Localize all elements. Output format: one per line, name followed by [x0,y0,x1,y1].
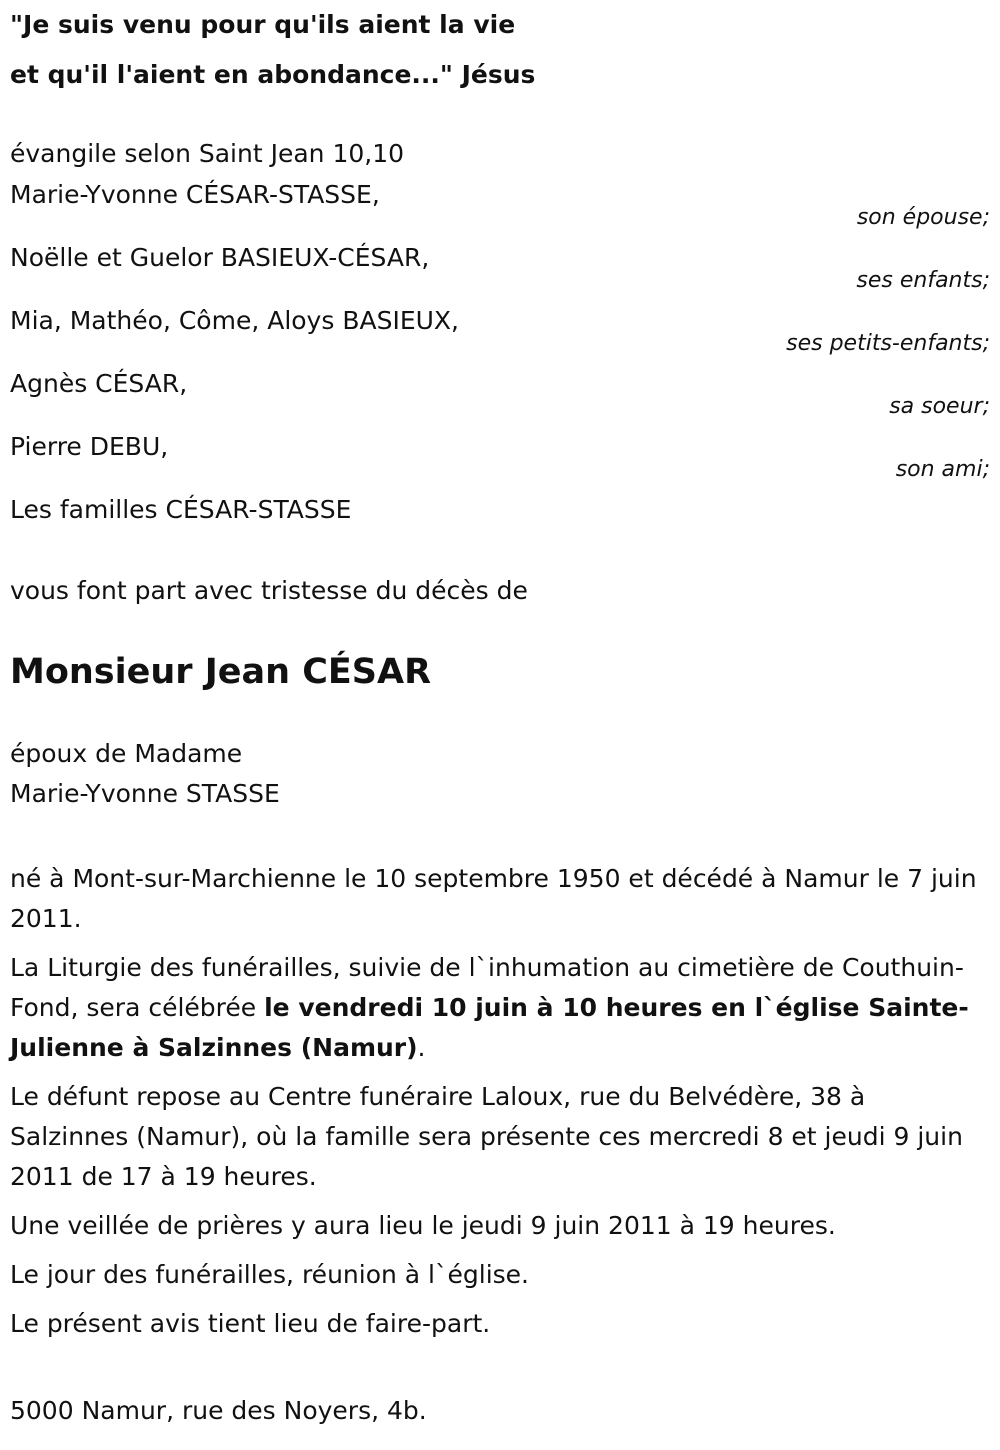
repose-paragraph: Le défunt repose au Centre funéraire Laloux, rue du Belvédère, 38 à Salzinnes (Namur), où la famille sera présente ces mercredi 8 et jeudi 9 juin 2011 de 17 à 19 heures. [10,1082,963,1191]
family-member-role: ses enfants; [856,268,990,293]
obituary-page [10,0,990,1450]
families-line: Les familles CÉSAR-STASSE [10,495,352,524]
spouse-line-2: Marie-Yvonne STASSE [10,779,280,808]
notice-paragraph: Le présent avis tient lieu de faire-part. [10,1309,491,1338]
birth-death-paragraph: né à Mont-sur-Marchienne le 10 septembre 1950 et décédé à Namur le 7 juin 2011. [10,864,977,933]
family-row [10,177,990,240]
liturgy-end: . [417,1033,426,1062]
quote-line-2: et qu'il l'aient en abondance..." Jésus [10,60,536,89]
family-member-name: Agnès CÉSAR, [10,369,188,398]
reunion-paragraph: Le jour des funérailles, réunion à l`église. [10,1260,529,1289]
family-list [10,177,990,528]
family-row [10,303,990,366]
family-member-role: sa soeur; [889,394,990,419]
liturgy-paragraph [10,948,990,1068]
family-member-role: son épouse; [856,205,990,230]
family-row [10,240,990,303]
gospel-reference: évangile selon Saint Jean 10,10 [10,139,405,168]
spouse-info [10,734,990,814]
family-member-name: Marie-Yvonne CÉSAR-STASSE, [10,180,380,209]
family-row [10,366,990,429]
family-member-name: Pierre DEBU, [10,432,169,461]
deceased-name: Monsieur Jean CÉSAR [10,652,432,692]
family-member-role: ses petits-enfants; [786,331,990,356]
announcement-text: vous font part avec tristesse du décès de [10,576,528,605]
spouse-line-1: époux de Madame [10,739,243,768]
family-row [10,429,990,492]
family-member-role: son ami; [895,457,990,482]
family-member-name: Mia, Mathéo, Côme, Aloys BASIEUX, [10,306,459,335]
family-address: 5000 Namur, rue des Noyers, 4b. [10,1396,427,1425]
quote-line-1: "Je suis venu pour qu'ils aient la vie [10,10,516,39]
family-member-name: Noëlle et Guelor BASIEUX-CÉSAR, [10,243,430,272]
bible-quote [10,0,990,100]
vigil-paragraph: Une veillée de prières y aura lieu le jeudi 9 juin 2011 à 19 heures. [10,1211,836,1240]
liturgy-date-place: le vendredi 10 juin à 10 heures en l`église Sainte-Julienne à Salzinnes (Namur) [10,993,969,1062]
liturgy-intro: La Liturgie des funérailles, suivie de l`inhumation au cimetière de Couthuin-Fond, sera célébrée [10,953,964,1022]
